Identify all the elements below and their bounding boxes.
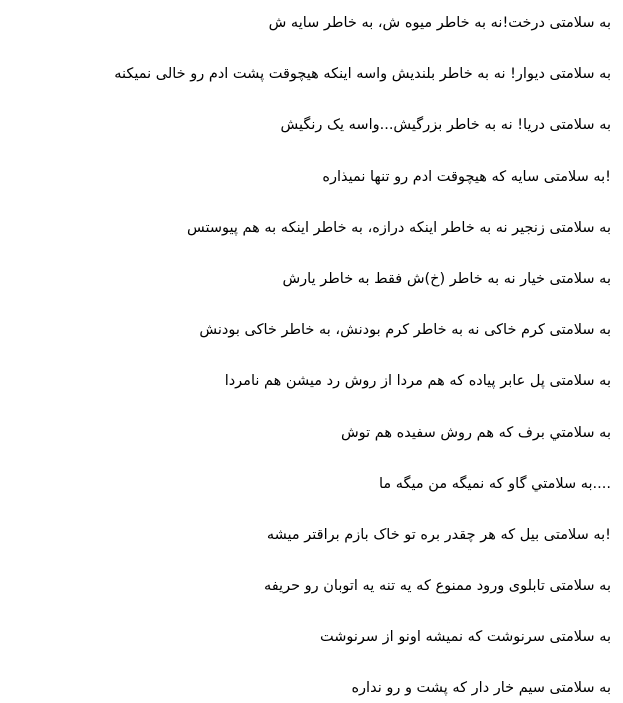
- text-line-5: به سلامتی زنجیر نه به خاطر اینکه درازه، به خاطر اینکه به هم پیوستس: [186, 219, 611, 236]
- text-line-3: به سلامتی دریا! نه به خاطر بزرگیش...واسه یک رنگیش: [280, 117, 611, 134]
- text-line-9: به سلامتي برف كه هم روش سفيده هم توش: [340, 424, 611, 441]
- text-line-6: به سلامتی خیار نه به خاطر (خ)ش فقط به خاطر یارش: [282, 270, 611, 287]
- text-line-14: به سلامتی سیم خار دار که پشت و رو نداره: [351, 680, 611, 697]
- text-line-10: ....به سلامتي گاو که نمیگه من میگه ما: [378, 475, 611, 492]
- text-line-12: به سلامتی تابلوی ورود ممنوع که یه تنه یه اتوبان رو حریفه: [263, 578, 611, 595]
- text-line-11: !به سلامتی بیل که هر چقدر بره تو خاک بازم براقتر میشه: [266, 526, 611, 543]
- text-line-2: به سلامتی دیوار! نه به خاطر بلندیش واسه اینکه هیچوقت پشت ادم رو خالی نمیکنه: [114, 66, 611, 83]
- text-line-1: به سلامتی درخت!نه به خاطر میوه ش، به خاطر سایه ش: [268, 15, 611, 31]
- text-line-7: به سلامتی کرم خاکی نه به خاطر کرم بودنش، به خاطر خاکی بودنش: [199, 322, 611, 339]
- text-line-8: به سلامتی پل عابر پیاده که هم مردا از روش رد میشن هم نامردا: [224, 373, 611, 390]
- text-line-4: !به سلامتی سایه که هیچوقت ادم رو تنها نمیذاره: [322, 168, 611, 185]
- text-line-13: به سلامتی سرنوشت که نمیشه اونو از سرنوشت: [320, 629, 611, 646]
